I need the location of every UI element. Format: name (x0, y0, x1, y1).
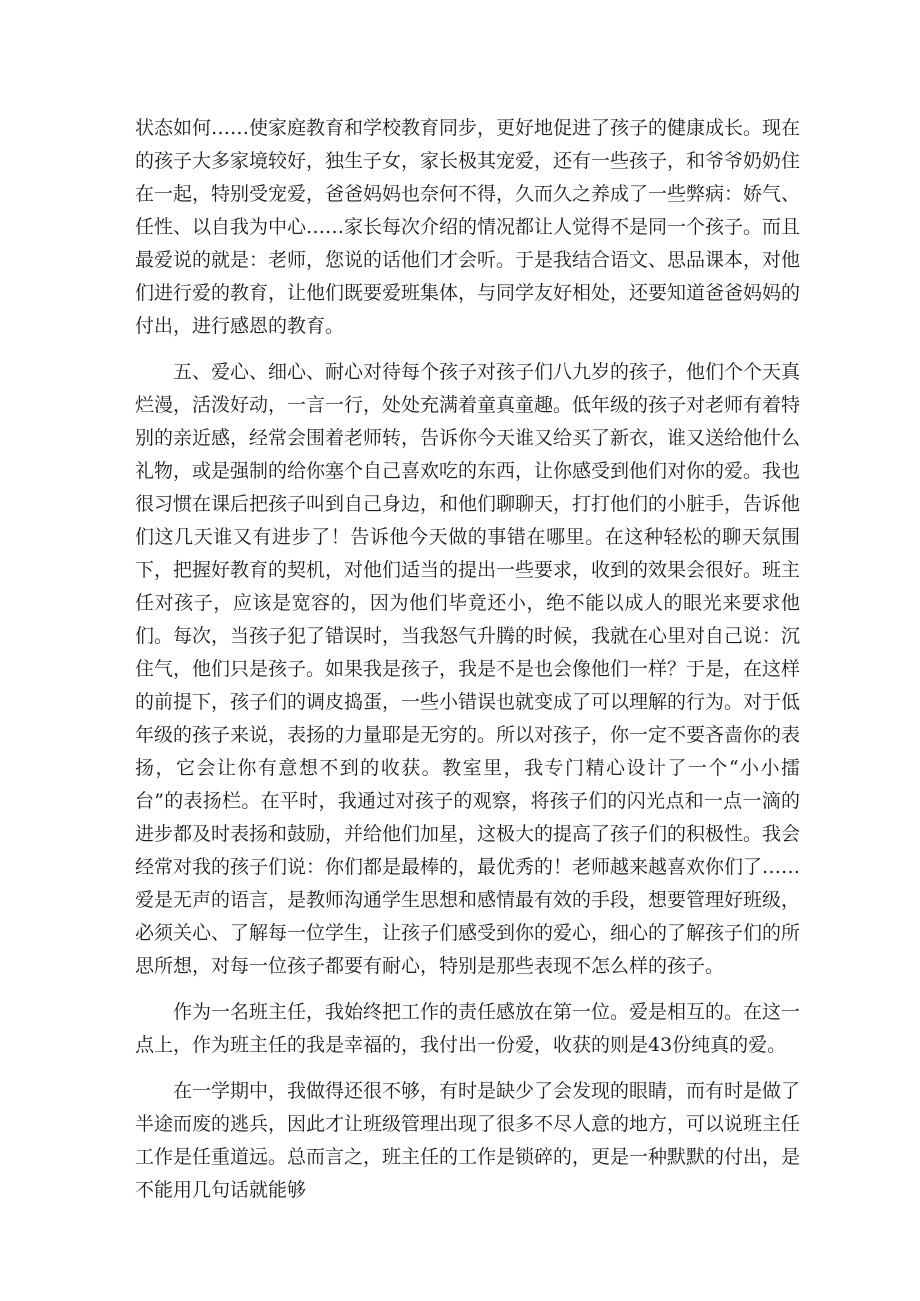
paragraph-family-school-education: 状态如何……使家庭教育和学校教育同步，更好地促进了孩子的健康成长。现在的孩子大多家境较好，独生子女，家长极其宠爱，还有一些孩子，和爷爷奶奶住在一起，特别受宠爱，爸爸妈妈也奈何不得，久而久之养成了一些弊病：娇气、任性、以自我为中心……家长每次介绍的情况都让人觉得不是同一个孩子。而且最爱说的就是：老师，您说的话他们才会听。于是我结合语文、思品课本，对他们进行爱的教育，让他们既要爱班集体，与同学友好相处，还要知道爸爸妈妈的付出，进行感恩的教育。 (135, 117, 801, 337)
paragraph-love-care-patience: 五、爱心、细心、耐心对待每个孩子对孩子们八九岁的孩子，他们个个天真烂漫，活泼好动，一言一行，处处充满着童真童趣。低年级的孩子对老师有着特别的亲近感，经常会围着老师转，告诉你今天谁又给买了新衣，谁又送给他什么礼物，或是强制的给你塞个自己喜欢吃的东西，让你感受到他们对你的爱。我也很习惯在课后把孩子叫到自己身边，和他们聊聊天，打打他们的小脏手，告诉他们这几天谁又有进步了！告诉他今天做的事错在哪里。在这种轻松的聊天氛围下，把握好教育的契机，对他们适当的提出一些要求，收到的效果会很好。班主任对孩子，应该是宽容的，因为他们毕竟还小，绝不能以成人的眼光来要求他们。每次，当孩子犯了错误时，当我怒气升腾的时候，我就在心里对自己说：沉住气，他们只是孩子。如果我是孩子，我是不是也会像他们一样？于是，在这样的前提下，孩子们的调皮捣蛋，一些小错误也就变成了可以理解的行为。对于低年级的孩子来说，表扬的力量耶是无穷的。所以对孩子，你一定不要吝啬你的表扬，它会让你有意想不到的收获。教室里，我专门精心设计了一个“小小擂台”的表扬栏。在平时，我通过对孩子的观察，将孩子们的闪光点和一点一滴的进步都及时表扬和鼓励，并给他们加星，这极大的提高了孩子们的积极性。我会经常对我的孩子们说：你们都是最棒的，最优秀的！老师越来越喜欢你们了……爱是无声的语言，是教师沟通学生思想和感情最有效的手段，想要管理好班级，必须关心、了解每一位学生，让孩子们感受到你的爱心，细心的了解孩子们的所思所想，对每一位孩子都要有耐心，特别是那些表现不怎么样的孩子。 (135, 361, 801, 977)
paragraph-semester-summary: 在一学期中，我做得还很不够，有时是缺少了会发现的眼睛，而有时是做了半途而废的逃兵，因此才让班级管理出现了很多不尽人意的地方，可以说班主任工作是任重道远。总而言之，班主任的工作是锁碎的，更是一种默默的付出，是不能用几句话就能够 (135, 1080, 801, 1201)
paragraph-responsibility: 作为一名班主任，我始终把工作的责任感放在第一位。爱是相互的。在这一点上，作为班主任的我是幸福的，我付出一份爱，收获的则是43份纯真的爱。 (135, 1001, 801, 1056)
document-body (135, 112, 800, 1220)
